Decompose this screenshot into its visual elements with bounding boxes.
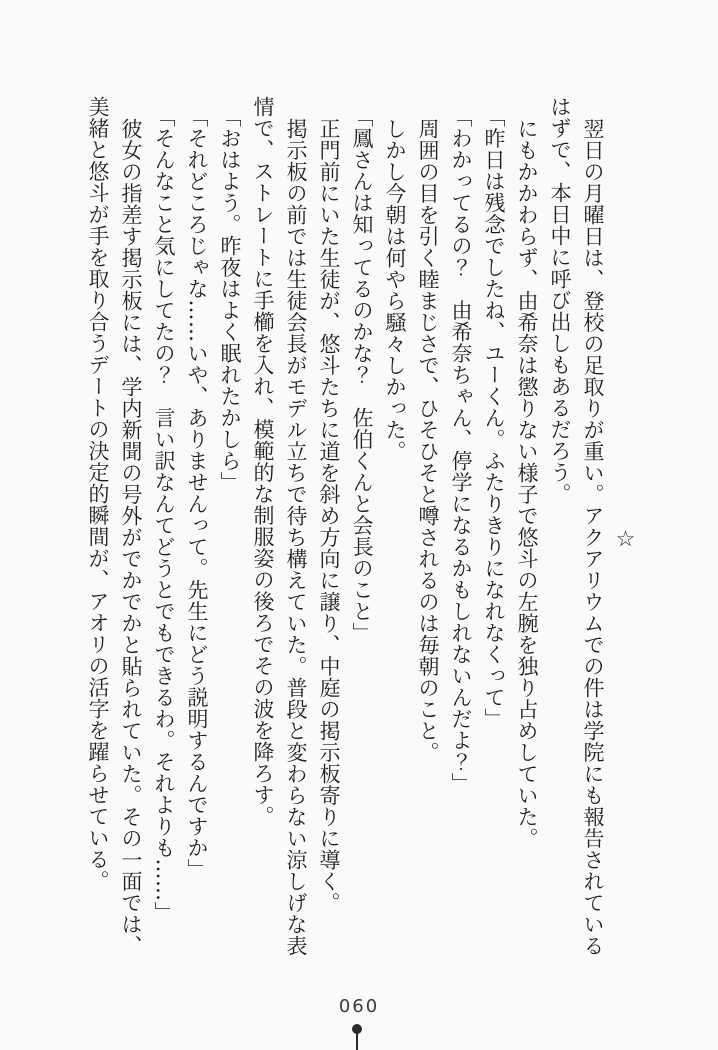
- text-line: 「おはよう。昨夜はよく眠れたかしら」: [218, 106, 242, 493]
- section-break-star: ☆: [613, 527, 638, 553]
- text-line: 正門前にいた生徒が、悠斗たちに道を斜め方向に譲り、中庭の掲示板寄りに導く。: [317, 118, 341, 914]
- text-line: 翌日の月曜日は、登校の足取りが重い。アクアリウムでの件は学院にも報告されている: [581, 118, 605, 957]
- text-line: 「そんなこと気にしてたの？ 言い訳なんてどうとでもできるわ。それよりも……」: [152, 106, 176, 923]
- page-footer: [0, 996, 718, 1017]
- page-number: 060: [338, 996, 380, 1017]
- text-line: にもかかわらず、由希奈は懲りない様子で悠斗の左腕を独り占めしていた。: [515, 118, 539, 849]
- text-line: はずで、本日中に呼び出しもあるだろう。: [548, 96, 572, 505]
- text-line: 情で、ストレートに手櫛を入れ、模範的な制服姿の後ろでその波を降ろす。: [251, 96, 275, 827]
- text-line: 彼女の指差す掲示板には、学内新聞の号外がでかでかと貼られていた。その一面では、: [119, 118, 143, 957]
- text-line: 「わかってるの？ 由希奈ちゃん、停学になるかもしれないんだよ？」: [449, 106, 473, 794]
- text-line: 美緒と悠斗が手を取り合うデートの決定的瞬間が、アオリの活字を躍らせている。: [86, 96, 110, 892]
- vertical-text-block: [81, 96, 642, 984]
- text-line: しかし今朝は何やら騒々しかった。: [383, 118, 407, 462]
- text-line: 「鳳さんは知ってるのかな？ 佐伯くんと会長のこと」: [350, 106, 374, 644]
- text-line: 「それどころじゃな……いや、ありませんって。先生にどう説明するんですか」: [185, 106, 209, 880]
- text-line: 「昨日は残念でしたね、ユーくん。ふたりきりになれなくって」: [482, 106, 506, 730]
- text-line: 周囲の目を引く睦まじさで、ひそひそと噂されるのは毎朝のこと。: [416, 118, 440, 763]
- text-line: 掲示板の前では生徒会長がモデル立ちで待ち構えていた。普段と変わらない涼しげな表: [284, 118, 308, 957]
- binding-pin-stem-icon: [356, 1032, 358, 1050]
